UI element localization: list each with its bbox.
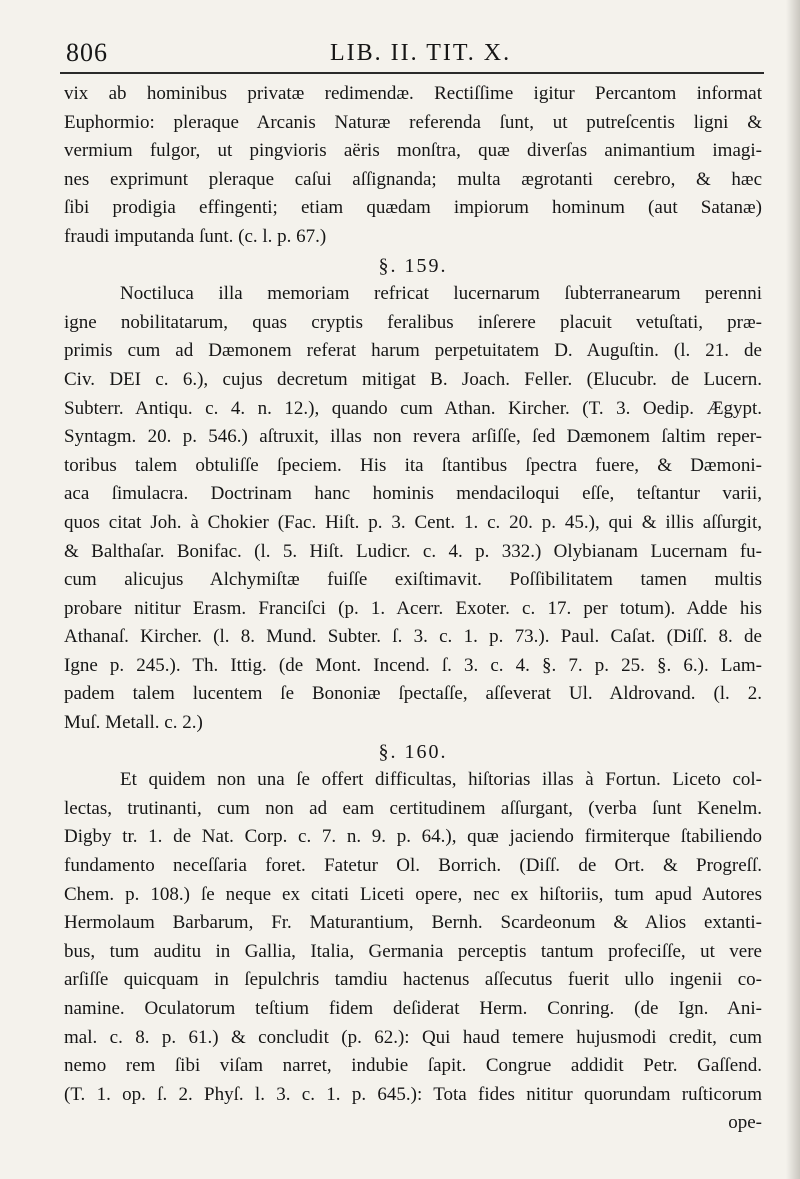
text-line: Igne p. 245.). Th. Ittig. (de Mont. Incend. ſ. 3. c. 4. §. 7. p. 25. §. 6.). Lam- — [64, 654, 762, 676]
text-line: Noctiluca illa memoriam refricat lucernarum ſubterranearum perenni — [120, 283, 762, 305]
page-header — [60, 36, 764, 68]
text-line: Muſ. Metall. c. 2.) — [64, 712, 203, 734]
text-line: Subterr. Antiqu. c. 4. n. 12.), quando cum Athan. Kircher. (T. 3. Oedip. Ægypt. — [64, 397, 762, 419]
text-line: nes exprimunt pleraque caſui aſſignanda; multa ægrotanti cerebro, & hæc — [64, 168, 762, 190]
text-line: padem talem lucentem ſe Bononiæ ſpectaſſe, aſſeverat Ul. Aldrovand. (l. 2. — [64, 683, 762, 705]
section-heading-160: §. 160. — [378, 740, 448, 763]
text-line: vermium fulgor, ut pingvioris aëris monſtra, quæ diverſas animantium imagi- — [64, 140, 762, 162]
text-line: Athanaſ. Kircher. (l. 8. Mund. Subter. ſ. 3. c. 1. p. 73.). Paul. Caſat. (Diſſ. 8. de — [64, 626, 762, 648]
text-line: Hermolaum Barbarum, Fr. Maturantium, Bernh. Scardeonum & Alios extanti- — [64, 912, 762, 934]
text-line: nemo rem ſibi viſam narret, indubie ſapit. Congrue addidit Petr. Gaſſend. — [64, 1055, 762, 1077]
text-line: cum alicujus Alchymiſtæ fuiſſe exiſtimavit. Poſſibilitatem tamen multis — [64, 569, 762, 591]
text-line: bus, tum auditu in Gallia, Italia, Germania perceptis tantum profeciſſe, ut vere — [64, 940, 762, 962]
text-line: fundamento neceſſaria foret. Fatetur Ol. Borrich. (Diſſ. de Ort. & Progreſſ. — [64, 855, 762, 877]
text-line: namine. Oculatorum teſtium fidem deſiderat Herm. Conring. (de Ign. Ani- — [64, 998, 762, 1019]
text-line: Digby tr. 1. de Nat. Corp. c. 7. n. 9. p. 64.), quæ jaciendo firmiterque ſtabiliendo — [64, 826, 762, 848]
text-line: lectas, trutinanti, cum non ad eam certitudinem aſſurgant, (verba ſunt Kenelm. — [64, 797, 762, 819]
text-line: primis cum ad Dæmonem referat harum perpetuitatem D. Auguſtin. (l. 21. de — [64, 340, 762, 362]
page-number: 806 — [66, 38, 108, 67]
text-line: Et quidem non una ſe offert difficultas, hiſtorias illas à Fortun. Liceto col- — [120, 769, 762, 791]
text-line: & Balthaſar. Bonifac. (l. 5. Hiſt. Ludicr. c. 4. p. 332.) Olybianam Lucernam fu- — [64, 540, 762, 562]
running-head: LIB. II. TIT. X. — [330, 40, 512, 66]
page-gutter-shadow — [786, 0, 800, 1179]
text-line: Syntagm. 20. p. 546.) aſtruxit, illas non revera arſiſſe, ſed Dæmonem ſaltim reper- — [64, 426, 762, 448]
text-line: toribus talem obtuliſſe ſpeciem. His ita ſtantibus ſpectra fuere, & Dæmoni- — [64, 454, 762, 476]
text-line: Civ. DEI c. 6.), cujus decretum mitigat B. Joach. Feller. (Elucubr. de Lucern. — [64, 368, 762, 390]
text-line: mal. c. 8. p. 61.) & concludit (p. 62.): Qui haud temere hujusmodi credit, cum — [64, 1026, 762, 1048]
text-line: arſiſſe quicquam in ſepulchris tamdiu hactenus aſſecutus fuerit ullo ingenii co- — [64, 969, 762, 991]
text-line: Euphormio: pleraque Arcanis Naturæ referenda ſunt, ut putreſcentis ligni & — [64, 111, 762, 133]
text-line: vix ab hominibus privatæ redimendæ. Rectiſſime igitur Percantom informat — [64, 83, 762, 104]
text-line: probare nititur Erasm. Franciſci (p. 1. Acerr. Exoter. c. 17. per totum). Adde his — [64, 597, 762, 619]
text-line: aca ſimulacra. Doctrinam hanc hominis mendaciloqui eſſe, teſtantur varii, — [64, 483, 762, 505]
body-text — [64, 80, 762, 1138]
text-line: ſibi prodigia effingenti; etiam quædam impiorum hominum (aut Satanæ) — [64, 197, 762, 219]
section-heading-159: §. 159. — [378, 254, 448, 277]
text-line: quos citat Joh. à Chokier (Fac. Hiſt. p. 3. Cent. 1. c. 20. p. 45.), qui & illis aſſurgit, — [64, 511, 762, 533]
text-line: (T. 1. op. ſ. 2. Phyſ. l. 3. c. 1. p. 645.): Tota fides nititur quorundam ruſticorum — [64, 1083, 762, 1105]
text-line: Chem. p. 108.) ſe neque ex citati Liceti opere, nec ex hiſtoriis, tum apud Autores — [64, 883, 762, 905]
text-line: igne nobilitatarum, quas cryptis feralibus inſerere placuit vetuſtati, præ- — [64, 311, 762, 333]
text-line: fraudi imputanda ſunt. (c. l. p. 67.) — [64, 225, 327, 247]
header-rule — [60, 72, 764, 74]
catchword: ope- — [728, 1112, 762, 1134]
